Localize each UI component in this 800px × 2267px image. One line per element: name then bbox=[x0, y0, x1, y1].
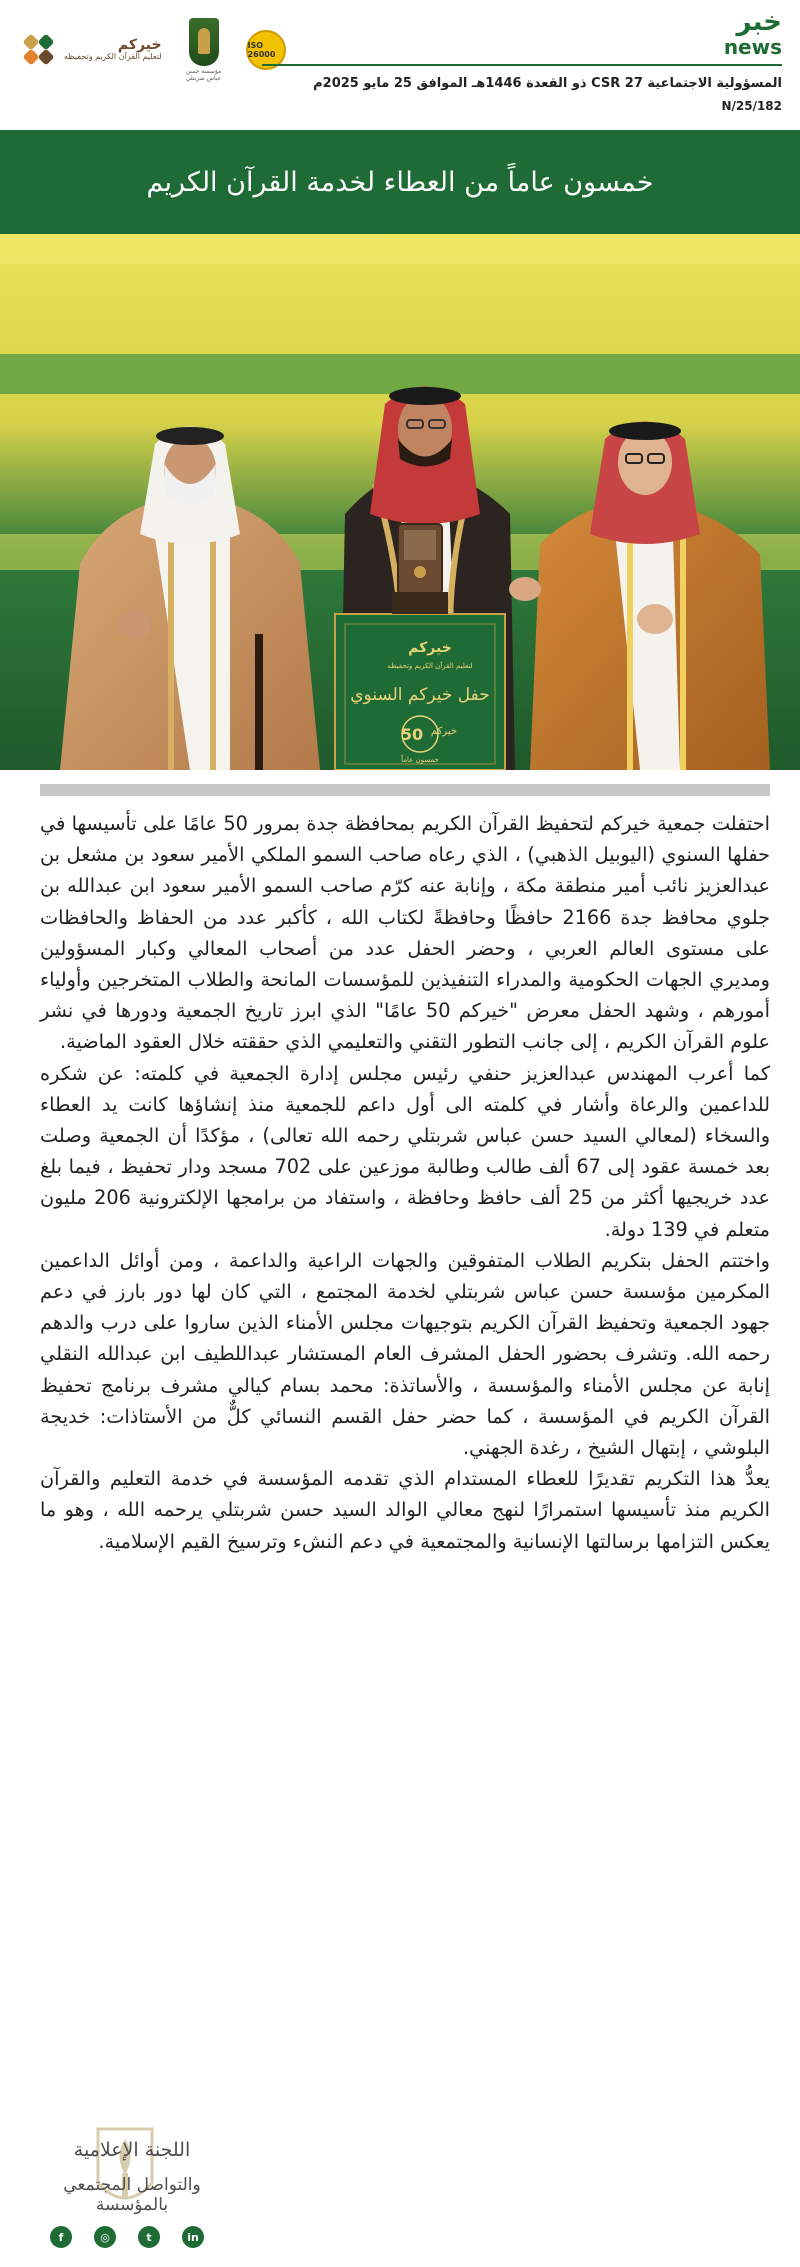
reference-number: N/25/182 bbox=[721, 99, 782, 113]
paragraph-3: واختتم الحفل بتكريم الطلاب المتفوقين والجهات الراعية والداعمة ، ومن أوائل الداعمين المكرمين مؤسسة حسن عباس شربتلي لخدمة المجتمع ، التي كان لها دور بارز في دعم جهود الجمعية وتحفيظ القرآن الكريم بتوجيهات مجلس الأمناء الذين ساروا على درب والدهم رحمه الله. وتشرف بحضور الحفل المشرف العام المستشار عبداللطيف ابن عبدالله النقلي إنابة عن مجلس الأمناء والمؤسسة ، والأساتذة: محمد بسام كيالي مشرف برنامج تحفيظ القرآن الكريم في المؤسسة ، كما حضر حفل القسم النسائي كلٌّ من الأستاذات: خديجة البلوشي ، إبتهال الشيخ ، رغدة الجهني. bbox=[40, 1248, 770, 1460]
paragraph-4: يعدُّ هذا التكريم تقديرًا للعطاء المستدام الذي تقدمه المؤسسة في خدمة التعليم والقرآن الكريم منذ تأسيسها استمرارًا لنهج معالي الوالد السيد حسن شربتلي يرحمه الله ، وهو ما يعكس التزامها برسالتها الإنسانية والمجتمعية في دعم النشء وترسيخ القيم الإسلامية. bbox=[40, 1467, 770, 1553]
podium-event: حفل خيركم السنوي bbox=[350, 685, 490, 705]
social-links bbox=[50, 2226, 204, 2248]
badge-sub: خمسون عاماً bbox=[401, 756, 439, 764]
article-body bbox=[40, 808, 770, 1557]
khairukum-logo bbox=[22, 32, 162, 68]
date-line: المسؤولية الاجتماعية CSR 27 ذو القعدة 1446هـ الموافق 25 مايو 2025م bbox=[313, 76, 782, 91]
badge-number: 50 bbox=[400, 725, 424, 744]
media-committee-logo bbox=[32, 2125, 232, 2215]
footer-line-2: والتواصل المجتمعي بالمؤسسة bbox=[63, 2175, 201, 2215]
facebook-icon[interactable]: f bbox=[50, 2226, 72, 2248]
shield-icon bbox=[189, 18, 219, 66]
khairukum-name: خيركم bbox=[117, 37, 162, 53]
title-band bbox=[0, 130, 800, 234]
handshake bbox=[509, 577, 541, 601]
news-label-en: news bbox=[723, 35, 782, 59]
badge-name: خيركم bbox=[430, 726, 458, 737]
podium-brand: خيركم bbox=[408, 640, 452, 656]
podium-sub: لتعليم القرآن الكريم وتحفيظه bbox=[387, 662, 473, 670]
trophy bbox=[392, 524, 448, 614]
paragraph-1: احتفلت جمعية خيركم لتحفيظ القرآن الكريم بمحافظة جدة بمرور 50 عامًا على تأسيسها في حفلها السنوي (اليوبيل الذهبي) ، الذي رعاه صاحب السمو الملكي الأمير سعود بن مشعل بن عبدالعزيز نائب أمير منطقة مكة ، وإنابة عنه كرّم صاحب السمو الأمير سعود ابن عبدالله بن جلوي محافظ جدة 2166 حافظًا وحافظةً لكتاب الله ، كأكبر عدد من الحفاظ والحافظات على مستوى العالم العربي ، وحضر الحفل عدد من أصحاب المعالي وكبار المسؤولين ومديري الجهات الحكومية والمدراء التنفيذين للمؤسسات المانحة والطلاب المتخرجين وأولياء أمورهم ، وشهد الحفل معرض "خيركم 50 عامًا" الذي ابرز تاريخ الجمعية ودورها في نشر علوم القرآن الكريم ، إلى جانب التطور التقني والتعليمي الذي حققته خلال العقود الماضية. bbox=[40, 812, 770, 1054]
iso-badge: ISO 26000 bbox=[246, 30, 286, 70]
footer-line-1: اللجنة الإعلامية bbox=[73, 2139, 191, 2161]
award-podium bbox=[335, 614, 505, 770]
article-title: خمسون عاماً من العطاء لخدمة القرآن الكريم bbox=[146, 166, 654, 198]
ceremony-photo bbox=[0, 234, 800, 770]
separator-bar bbox=[40, 784, 770, 796]
instagram-icon[interactable]: ◎ bbox=[94, 2226, 116, 2248]
news-block bbox=[262, 8, 782, 113]
khairukum-mark-icon bbox=[22, 32, 58, 68]
partner-logos bbox=[22, 18, 286, 82]
header-rule bbox=[262, 64, 782, 66]
khairukum-sub: لتعليم القرآن الكريم وتحفيظه bbox=[64, 52, 162, 62]
news-label-ar: خبر bbox=[736, 7, 782, 37]
header bbox=[0, 0, 800, 128]
sharbatly-foundation-logo bbox=[180, 18, 228, 82]
paragraph-2: كما أعرب المهندس عبدالعزيز حنفي رئيس مجلس إدارة الجمعية في كلمته: عن شكره للداعمين والرعاة وأشار في كلمته الى أول داعم للجمعية منذ إنشاؤها كانت يد العطاء والسخاء (لمعالي السيد حسن عباس شربتلي رحمه الله تعالى) ، مؤكدًا أن الجمعية وصلت بعد خمسة عقود إلى 67 ألف طالب وطالبة موزعين على 702 مسجد ودار تحفيظ ، فيما بلغ عدد خريجيها أكثر من 25 ألف حافظ وحافظة ، واستفاد من برامجها الإلكترونية 206 مليون متعلم في 139 دولة. bbox=[40, 1061, 771, 1241]
twitter-icon[interactable]: t bbox=[138, 2226, 160, 2248]
linkedin-icon[interactable]: in bbox=[182, 2226, 204, 2248]
shield-caption: مؤسسة حسن عباس شربتلي bbox=[185, 68, 222, 82]
